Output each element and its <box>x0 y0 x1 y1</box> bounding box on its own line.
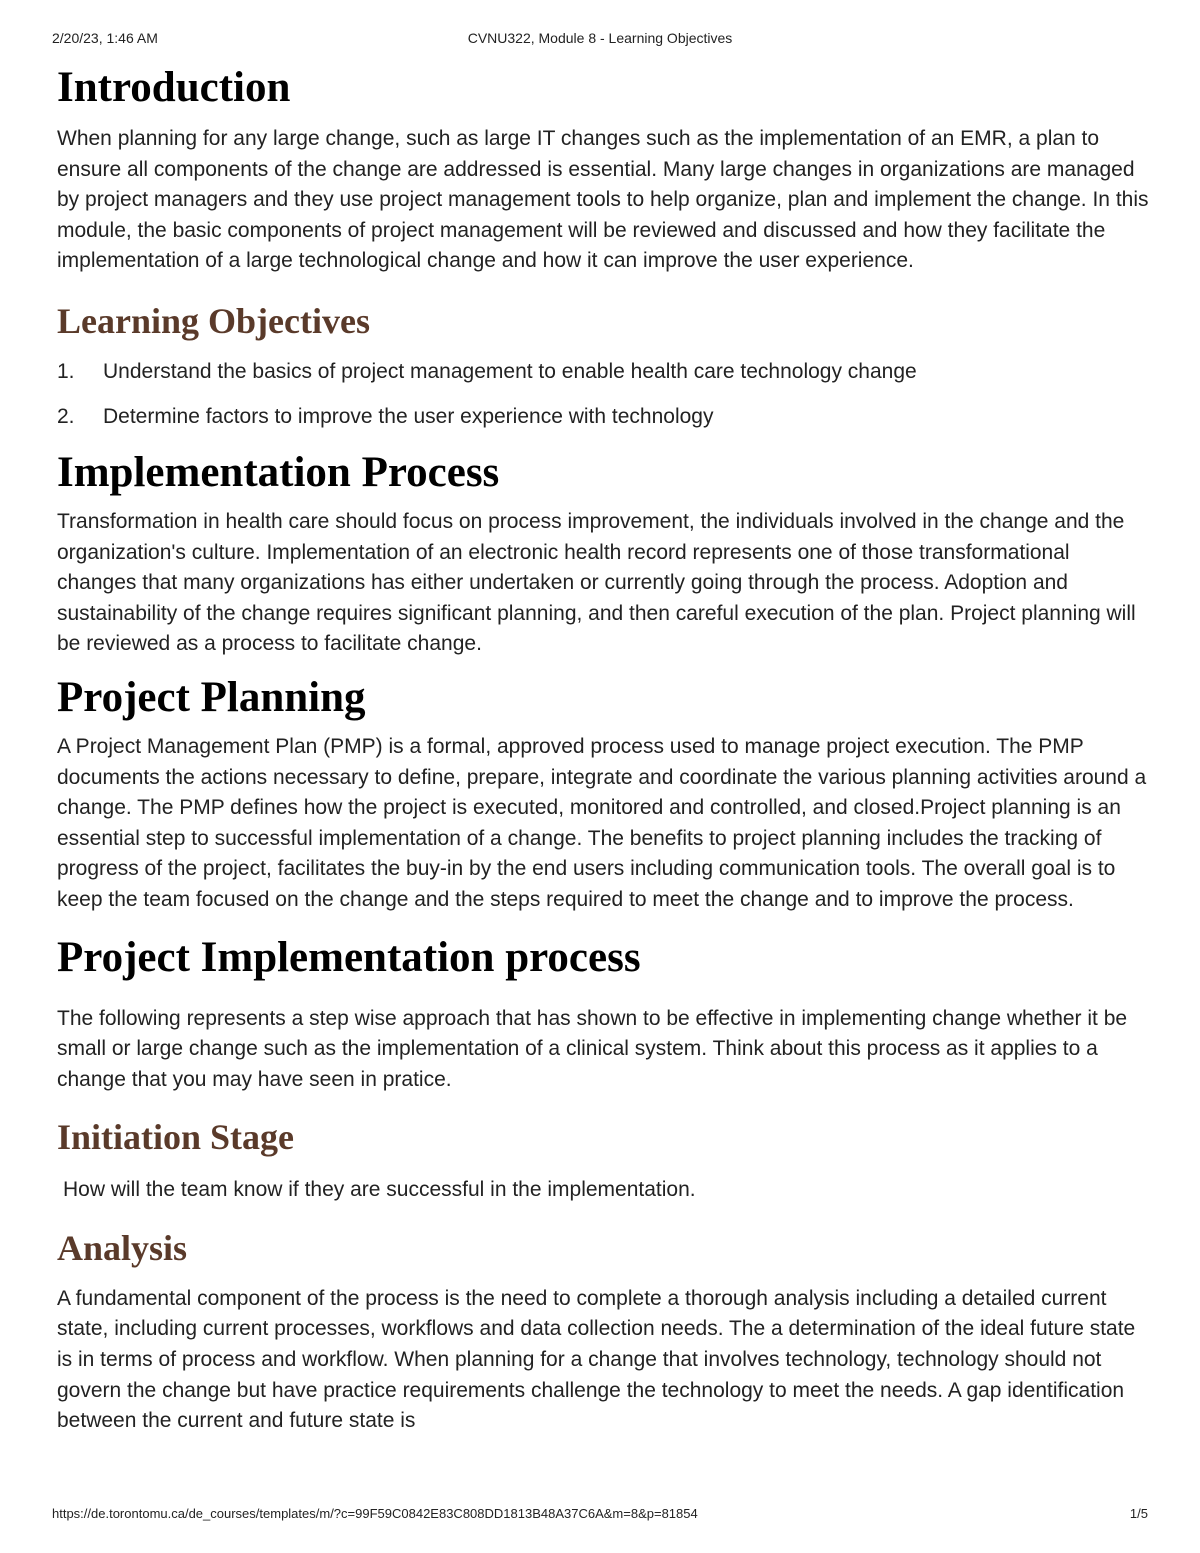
project-implementation-paragraph: The following represents a step wise approach that has shown to be effective in implementing change whether it be small or large change such as the implementation of a clinical system. Think about this process as it applies to a change that you may have seen in pratice. <box>57 1006 1128 1091</box>
print-doc-title: CVNU322, Module 8 - Learning Objectives <box>467 30 733 46</box>
heading-project-planning: Project Planning <box>57 673 366 721</box>
heading-analysis: Analysis <box>57 1227 188 1268</box>
heading-project-implementation-process: Project Implementation process <box>57 933 641 981</box>
project-planning-paragraph: A Project Management Plan (PMP) is a formal, approved process used to manage project execution. The PMP documents the actions necessary to define, prepare, integrate and coordinate the various planning activities around a change. The PMP defines how the project is executed, monitored and controlled, and closed.Project planning is an essential step to successful implementation of a change. The benefits to project planning includes the tracking of progress of the project, facilitates the buy-in by the end users including communication tools. The overall goal is to keep the team focused on the change and the steps required to meet the change and to improve the process. <box>57 734 1147 911</box>
analysis-paragraph: A fundamental component of the process is the need to complete a thorough analysis including a detailed current state, including current processes, workflows and data collection needs. The a determination of the ideal future state is in terms of process and workflow. When planning for a change that involves technology, technology should not govern the change but have practice requirements challenge the technology to meet the needs. A gap identification between the current and future state is <box>57 1286 1136 1433</box>
print-header <box>52 30 1148 48</box>
heading-initiation-stage: Initiation Stage <box>57 1117 295 1158</box>
heading-learning-objectives: Learning Objectives <box>57 300 370 341</box>
print-url: https://de.torontomu.ca/de_courses/templates/m/?c=99F59C0842E83C808DD1813B48A37C6A&m=8&p=81854 <box>52 1506 698 1521</box>
list-item-number: 2. <box>57 404 75 428</box>
objectives-list <box>57 357 1152 432</box>
list-item <box>57 357 1152 387</box>
introduction-paragraph: When planning for any large change, such as large IT changes such as the implementation of an EMR, a plan to ensure all components of the change are addressed is essential. Many large changes in organizations are managed by project managers and they use project management tools to help organize, plan and implement the change. In this module, the basic components of project management will be reviewed and discussed and how they facilitate the implementation of a large technological change and how it can improve the user experience. <box>57 127 1149 273</box>
heading-implementation-process: Implementation Process <box>57 448 500 496</box>
list-item-number: 1. <box>57 359 75 383</box>
list-item-text: Determine factors to improve the user experience with technology <box>103 404 714 428</box>
list-item-text: Understand the basics of project management to enable health care technology change <box>103 359 917 383</box>
heading-introduction: Introduction <box>57 64 291 111</box>
implementation-paragraph: Transformation in health care should focus on process improvement, the individuals involved in the change and the organization's culture. Implementation of an electronic health record represents one of those transformational changes that many organizations has either undertaken or currently going through the process. Adoption and sustainability of the change requires significant planning, and then careful execution of the plan. Project planning will be reviewed as a process to facilitate change. <box>57 509 1136 656</box>
page-number: 1/5 <box>1129 1506 1148 1521</box>
list-item <box>57 402 1152 432</box>
initiation-paragraph: How will the team know if they are successful in the implementation. <box>63 1178 696 1202</box>
page-content <box>57 58 1152 1437</box>
print-datetime: 2/20/23, 1:46 AM <box>52 30 158 46</box>
print-footer <box>52 1506 1148 1524</box>
